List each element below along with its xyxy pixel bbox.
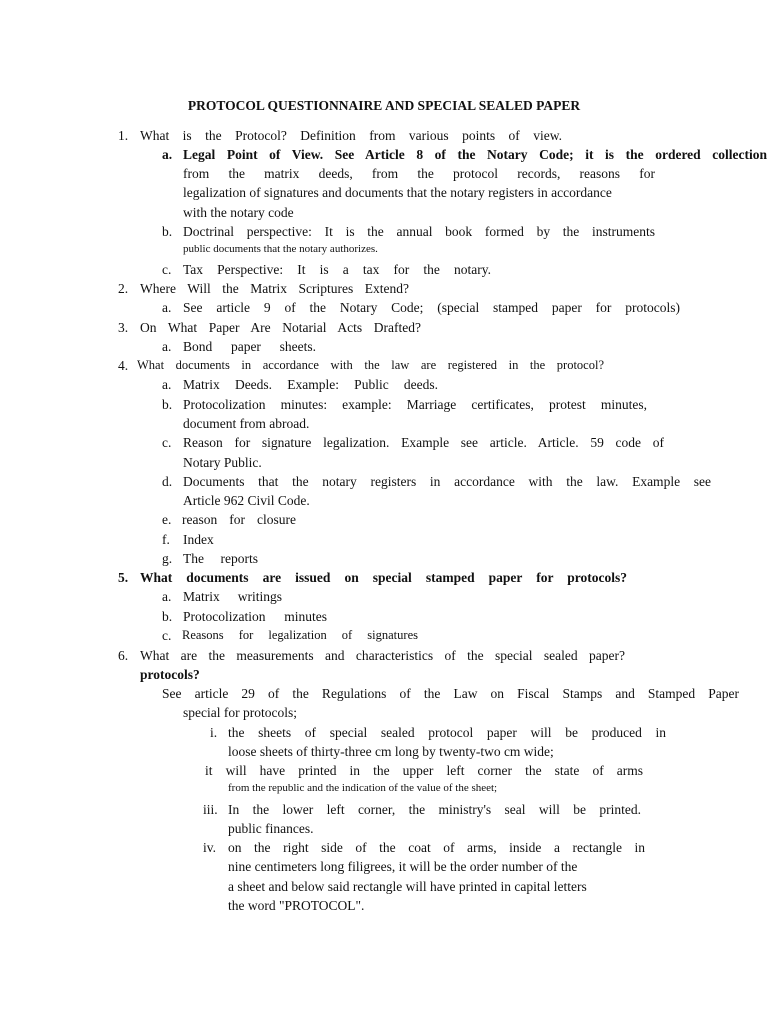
q5-b-text: Protocolization minutes bbox=[183, 609, 327, 624]
q6-i-line-2: loose sheets of thirty-three cm long by twenty-two cm wide; bbox=[228, 744, 554, 759]
q6-ii-line-1: it will have printed in the upper left corner the state of arms bbox=[205, 763, 643, 778]
q4-e-marker: e. bbox=[162, 512, 172, 527]
q4-number: 4. bbox=[118, 358, 129, 373]
q2-number: 2. bbox=[118, 281, 129, 296]
q1-b-line-2: public documents that the notary authorizes. bbox=[183, 243, 378, 255]
q6-ii-line-2: from the republic and the indication of the value of the sheet; bbox=[228, 782, 498, 794]
q1-b-line-1: Doctrinal perspective: It is the annual book formed by the instruments bbox=[183, 224, 655, 239]
q6-iv-line-3: a sheet and below said rectangle will have printed in capital letters bbox=[228, 879, 587, 894]
q1-b-marker: b. bbox=[162, 224, 173, 239]
q4-c-line-2: Notary Public. bbox=[183, 455, 262, 470]
q6-i-line-1: the sheets of special sealed protocol paper will be produced in bbox=[228, 725, 666, 740]
q4-b-line-1: Protocolization minutes: example: Marriage certificates, protest minutes, bbox=[183, 397, 647, 412]
q4-b-line-2: document from abroad. bbox=[183, 416, 310, 431]
q6-i-marker: i. bbox=[210, 725, 218, 740]
q4-d-line-2: Article 962 Civil Code. bbox=[183, 493, 310, 508]
q2-text: Where Will the Matrix Scriptures Extend? bbox=[140, 281, 409, 296]
q6-iv-line-1: on the right side of the coat of arms, inside a rectangle in bbox=[228, 840, 645, 855]
q5-number: 5. bbox=[118, 570, 129, 585]
q3-a-marker: a. bbox=[162, 339, 172, 354]
q1-c-text: Tax Perspective: It is a tax for the notary. bbox=[183, 262, 491, 277]
q1-a-line-1: Legal Point of View. See Article 8 of the Notary Code; it is the ordered collection bbox=[183, 147, 767, 162]
q1-a-line-3: legalization of signatures and documents that the notary registers in accordance bbox=[183, 185, 612, 200]
q1-text: What is the Protocol? Definition from various points of view. bbox=[140, 128, 562, 143]
q6-iii-marker: iii. bbox=[203, 802, 218, 817]
q4-a-marker: a. bbox=[162, 377, 172, 392]
q4-f-text: Index bbox=[183, 532, 214, 547]
q6-extra: protocols? bbox=[140, 667, 200, 682]
q1-c-marker: c. bbox=[162, 262, 172, 277]
q4-c-line-1: Reason for signature legalization. Example see article. Article. 59 code of bbox=[183, 435, 664, 450]
q5-c-text: Reasons for legalization of signatures bbox=[182, 628, 418, 642]
q5-b-marker: b. bbox=[162, 609, 173, 624]
q3-text: On What Paper Are Notarial Acts Drafted? bbox=[140, 320, 421, 335]
q1-a-line-4: with the notary code bbox=[183, 205, 294, 220]
q2-a-text: See article 9 of the Notary Code; (special stamped paper for protocols) bbox=[183, 300, 680, 315]
q6-see-line-1: See article 29 of the Regulations of the Law on Fiscal Stamps and Stamped Paper bbox=[162, 686, 739, 701]
q6-text: What are the measurements and characteristics of the special sealed paper? bbox=[140, 648, 625, 663]
q4-d-line-1: Documents that the notary registers in accordance with the law. Example see bbox=[183, 474, 711, 489]
document-title: PROTOCOL QUESTIONNAIRE AND SPECIAL SEALED PAPER bbox=[187, 98, 581, 113]
q3-a-text: Bond paper sheets. bbox=[183, 339, 316, 354]
q6-iv-line-2: nine centimeters long filigrees, it will be the order number of the bbox=[228, 859, 578, 874]
q1-a-line-2: from the matrix deeds, from the protocol records, reasons for bbox=[183, 166, 655, 181]
q5-c-marker: c. bbox=[162, 628, 172, 643]
q4-f-marker: f. bbox=[162, 532, 170, 547]
q2-a-marker: a. bbox=[162, 300, 172, 315]
q4-b-marker: b. bbox=[162, 397, 173, 412]
q5-text: What documents are issued on special stamped paper for protocols? bbox=[140, 570, 627, 585]
q4-e-text: reason for closure bbox=[182, 512, 296, 527]
q6-see-line-2: special for protocols; bbox=[183, 705, 297, 720]
q1-number: 1. bbox=[118, 128, 129, 143]
q5-a-text: Matrix writings bbox=[183, 589, 282, 604]
q6-iv-marker: iv. bbox=[203, 840, 216, 855]
q4-g-text: The reports bbox=[183, 551, 258, 566]
q5-a-marker: a. bbox=[162, 589, 172, 604]
q4-text: What documents in accordance with the law are registered in the protocol? bbox=[137, 358, 604, 372]
q6-number: 6. bbox=[118, 648, 129, 663]
q6-iv-line-4: the word "PROTOCOL". bbox=[228, 898, 365, 913]
q4-g-marker: g. bbox=[162, 551, 173, 566]
q4-a-text: Matrix Deeds. Example: Public deeds. bbox=[183, 377, 438, 392]
q4-d-marker: d. bbox=[162, 474, 173, 489]
q3-number: 3. bbox=[118, 320, 129, 335]
q6-iii-line-2: public finances. bbox=[228, 821, 314, 836]
q4-c-marker: c. bbox=[162, 435, 172, 450]
q1-a-marker: a. bbox=[162, 147, 173, 162]
q6-iii-line-1: In the lower left corner, the ministry's seal will be printed. bbox=[228, 802, 641, 817]
